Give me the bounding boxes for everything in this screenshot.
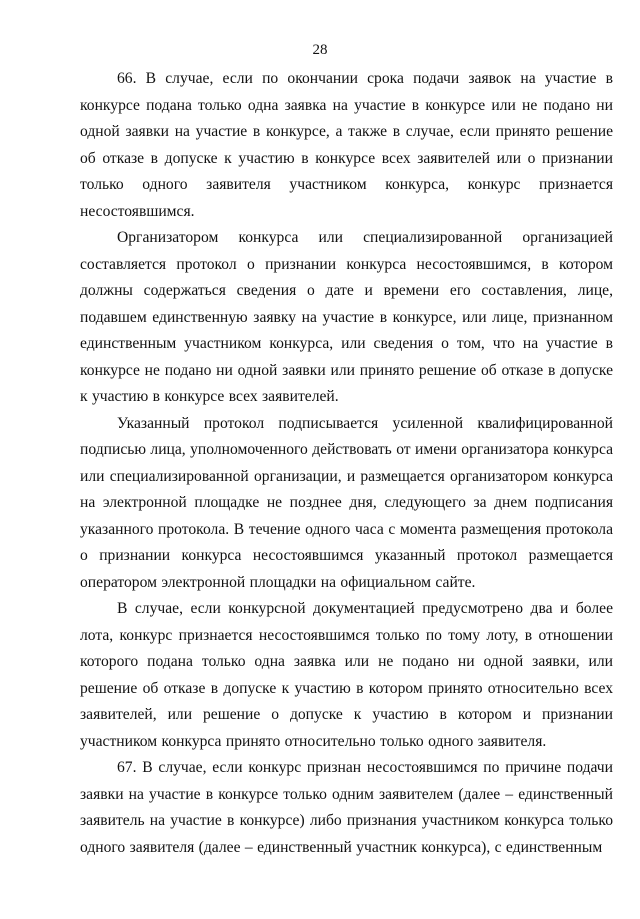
paragraph-multiple-lots: В случае, если конкурсной документацией предусмотрено два и более лота, конкурс признается несостоявшимся только по тому лоту, в отношении которого подана только одна заявка или не подано ни одной заявки, или решение об отказе в допуске к участию в котором принято относительно всех заявителей, или решение о допуске к участию в котором и признании участником конкурса принято относительно только одного заявителя. xyxy=(80,600,613,750)
paragraph-67: 67. В случае, если конкурс признан несостоявшимся по причине подачи заявки на участие в конкурсе только одним заявителем (далее – единственный заявитель на участие в конкурсе) либо признания участником конкурса только одного заявителя (далее – единственный участник конкурса), с единственным xyxy=(80,759,613,856)
paragraph-protocol-signing: Указанный протокол подписывается усиленной квалифицированной подписью лица, уполномоченного действовать от имени организатора конкурса или специализированной организации, и размещается организатором конкурса на электронной площадке не позднее дня, следующего за днем подписания указанного протокола. В течение одного часа с момента размещения протокола о признании конкурса несостоявшимся указанный протокол размещается оператором электронной площадки на официальном сайте. xyxy=(80,414,613,591)
document-body xyxy=(80,66,613,861)
paragraph-66: 66. В случае, если по окончании срока подачи заявок на участие в конкурсе подана только одна заявка на участие в конкурсе или не подано ни одной заявки на участие в конкурсе, а также в случае, если принято решение об отказе в допуске к участию в конкурсе всех заявителей или о признании только одного заявителя участником конкурса, конкурс признается несостоявшимся. xyxy=(80,70,613,220)
paragraph-protocol-composition: Организатором конкурса или специализированной организацией составляется протокол о признании конкурса несостоявшимся, в котором должны содержаться сведения о дате и времени его составления, лице, подавшем единственную заявку на участие в конкурсе, или лице, признанном единственным участником конкурса, или сведения о том, что на участие в конкурсе не подано ни одной заявки или принято решение об отказе в допуске к участию в конкурсе всех заявителей. xyxy=(80,229,613,405)
page-number: 28 xyxy=(312,42,328,58)
